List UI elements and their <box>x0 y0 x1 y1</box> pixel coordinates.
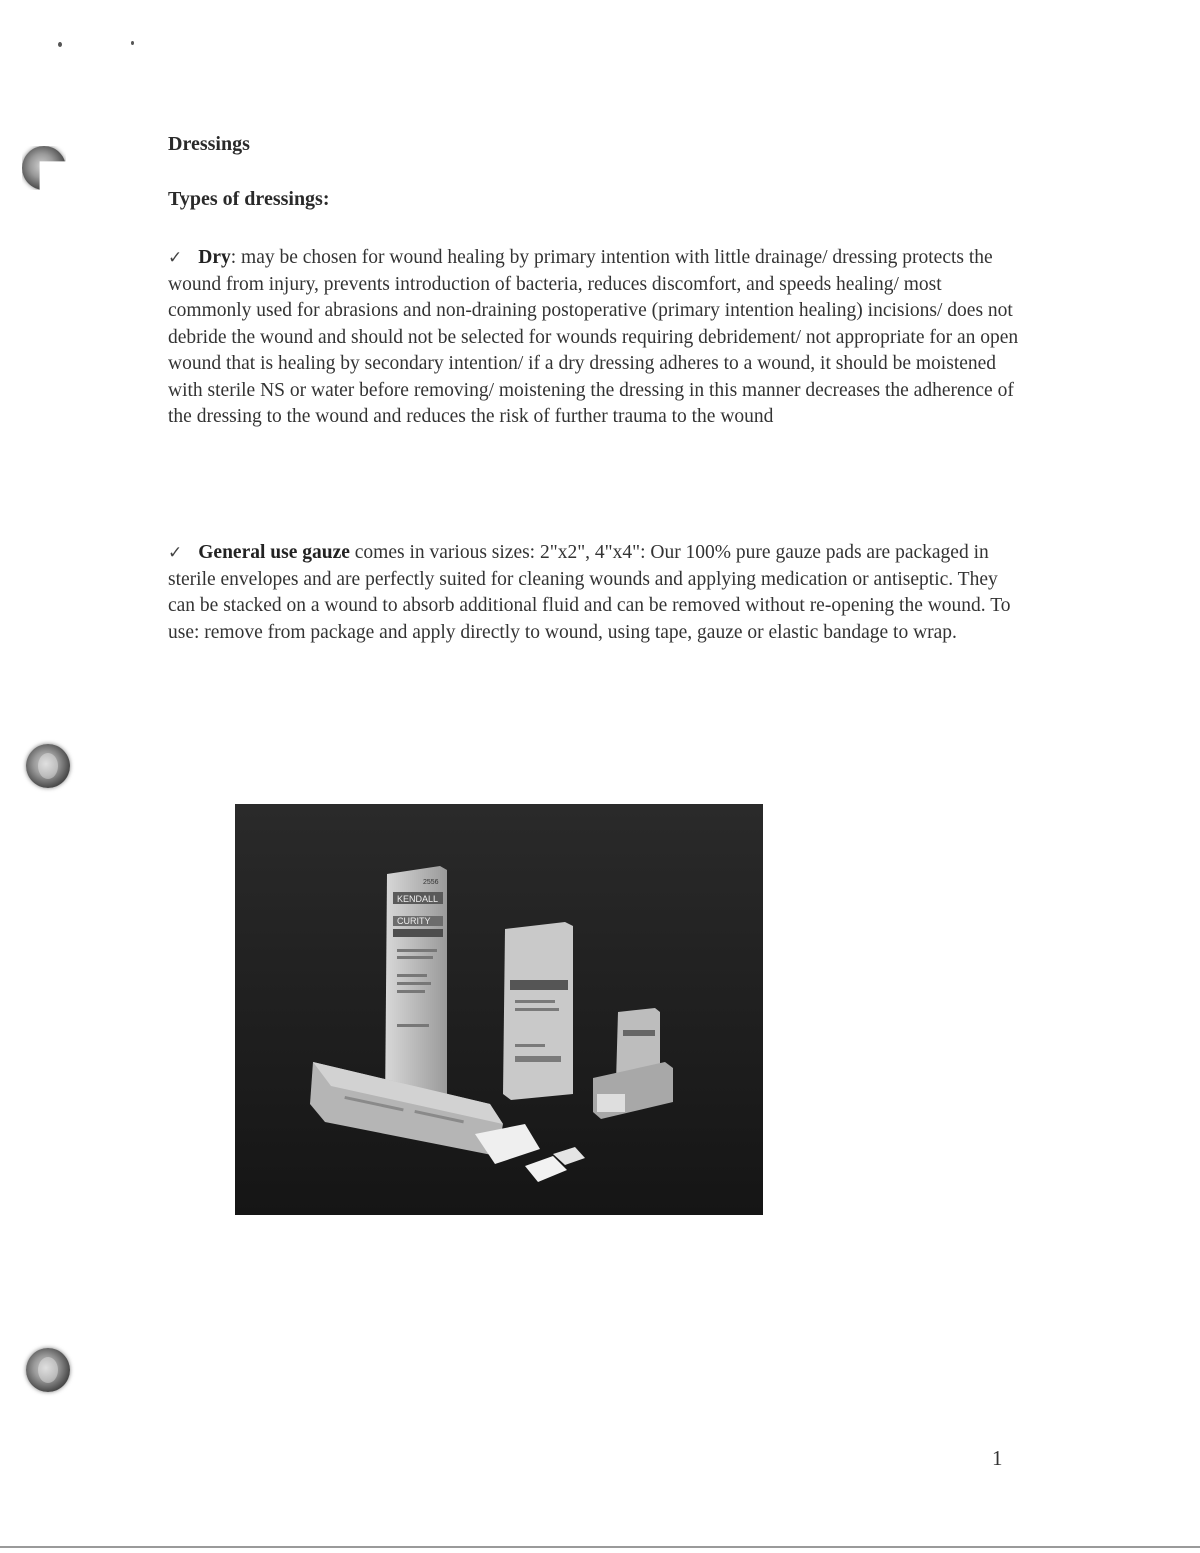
package-product-text: CURITY <box>397 916 431 926</box>
checkmark-icon: ✓ <box>168 543 183 563</box>
section-heading: Types of dressings: <box>168 188 330 210</box>
checkmark-icon: ✓ <box>168 248 183 268</box>
binder-hole-middle <box>26 744 70 788</box>
gauze-description: comes in various sizes: 2"x2", 4"x4": Our 100% pure gauze pads are packaged in sterile envelopes and are perfectly suited for cleaning wounds and applying medication or antiseptic. They can be stacked on a wound to absorb additional fluid and can be removed without re-opening the wound. To use: remove from package and apply directly to wound, using tape, gauze or elastic bandage to wrap. <box>168 542 1011 643</box>
page-title: Dressings <box>168 133 250 155</box>
binder-hole-bottom <box>26 1348 70 1392</box>
gauze-term: General use gauze <box>198 542 350 563</box>
package-brand-text: KENDALL <box>397 894 439 904</box>
gauze-products-photo <box>235 804 763 1215</box>
gauze-paragraph <box>168 540 1020 646</box>
scan-speck <box>131 41 134 45</box>
binder-hole-top <box>22 146 66 190</box>
package-number-text: 2556 <box>423 879 439 886</box>
scan-edge-line <box>0 1546 1200 1548</box>
scan-speck <box>58 42 62 47</box>
dry-dressing-paragraph <box>168 245 1020 431</box>
dry-term: Dry <box>198 247 231 268</box>
page-number: 1 <box>992 1446 1003 1470</box>
dry-description: : may be chosen for wound healing by primary intention with little drainage/ dressing protects the wound from injury, prevents introduction of bacteria, reduces discomfort, and speeds healing/ most commonly used for abrasions and non-draining postoperative (primary intention healing) incisions/ does not debride the wound and should not be selected for wounds requiring debridement/ not appropriate for an open wound that is healing by secondary intention/ if a dry dressing adheres to a wound, it should be moistened with sterile NS or water before removing/ moistening the dressing in this manner decreases the adherence of the dressing to the wound and reduces the risk of further trauma to the wound <box>168 247 1019 427</box>
